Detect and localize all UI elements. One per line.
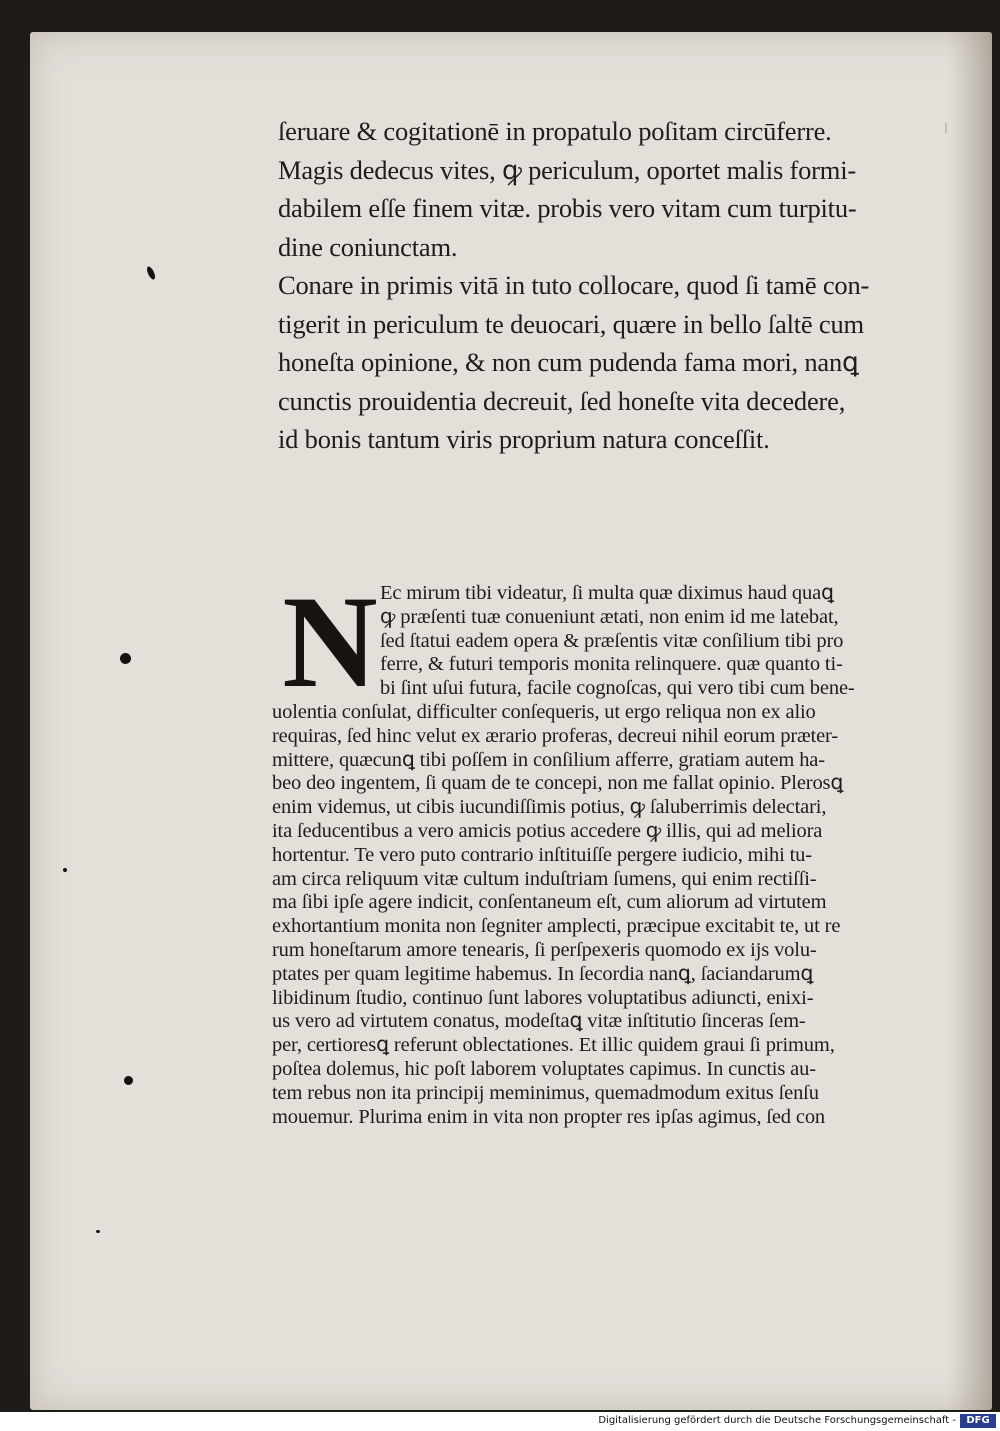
text-line: tigerit in periculum te deuocari, quære in bello ſaltē cum xyxy=(278,308,864,339)
text-line: dine coniunctam. xyxy=(278,231,458,262)
text-line: cunctis prouidentia decreuit, ſed honeſte vita decedere, xyxy=(278,385,846,416)
text-line: mouemur. Plurima enim in vita non propter res ipſas agimus, ſed con xyxy=(272,1105,826,1128)
text-line: beo deo ingentem, ſi quam de te concepi, non me fallat opinio. Plerosꝗ xyxy=(272,772,844,795)
text-line: Ec mirum tibi videatur, ſi multa quæ diximus haud quaꝗ xyxy=(380,582,834,604)
text-line: hortentur. Te vero puto contrario inſtituiſſe pergere iudicio, mihi tu- xyxy=(272,843,812,866)
text-line: requiras, ſed hinc velut ex ærario proferas, decreui nihil eorum præter- xyxy=(272,724,838,747)
upper-text-block xyxy=(278,112,958,459)
text-line: per, certioresꝗ referunt oblectationes. Et illic quidem graui ſi primum, xyxy=(272,1034,835,1057)
text-line: ꝙ præſenti tuæ conueniunt ætati, non enim id me latebat, xyxy=(380,605,839,628)
text-line: ſeruare & cogitationē in propatulo poſitam circūferre. xyxy=(278,116,832,146)
binding-mark xyxy=(945,122,947,134)
ink-spot xyxy=(120,653,131,664)
text-line: enim videmus, ut cibis iucundiſſimis potius, ꝙ ſaluberrimis delectari, xyxy=(272,796,827,819)
text-line: tem rebus non ita principij meminimus, quemadmodum exitus ſenſu xyxy=(272,1081,819,1104)
ink-spot xyxy=(63,868,67,872)
footer-bar xyxy=(0,1412,1000,1431)
text-line: am circa reliquum vitæ cultum induſtriam ſumens, qui enim rectiſſi- xyxy=(272,867,817,890)
drop-cap-initial: N xyxy=(282,568,378,715)
text-line: id bonis tantum viris proprium natura conceſſit. xyxy=(278,424,770,454)
lower-text-block xyxy=(272,568,937,1129)
ink-spot xyxy=(124,1076,133,1085)
text-line: ſed ſtatui eadem opera & præſentis vitæ conſilium tibi pro xyxy=(380,629,844,652)
text-line: rum honeſtarum amore tenearis, ſi perſpexeris quomodo ex ijs volu- xyxy=(272,938,817,961)
text-line: ptates per quam legitime habemus. In ſecordia nanꝗ, ſaciandarumꝗ xyxy=(272,962,814,985)
dfg-logo: DFG xyxy=(960,1414,996,1428)
text-line: uolentia conſulat, difficulter conſequeris, ut ergo reliqua non ex alio xyxy=(272,700,816,723)
text-line: ma ſibi ipſe agere indicit, conſentaneum eſt, cum aliorum ad virtutem xyxy=(272,891,827,914)
text-line: us vero ad virtutem conatus, modeſtaꝗ vitæ inſtitutio ſinceras ſem- xyxy=(272,1010,806,1033)
text-line: dabilem eſſe finem vitæ. probis vero vitam cum turpitu- xyxy=(278,193,857,223)
text-line: Magis dedecus vites, ꝙ periculum, oportet malis formi- xyxy=(278,154,856,185)
text-line: libidinum ſtudio, continuo ſunt labores voluptatibus adiuncti, enixi- xyxy=(272,986,814,1009)
text-line: ita ſeducentibus a vero amicis potius accedere ꝙ illis, qui ad meliora xyxy=(272,819,823,842)
text-line: ferre, & futuri temporis monita relinquere. quæ quanto ti- xyxy=(380,653,843,676)
text-line: bi ſint uſui futura, facile cognoſcas, qui vero tibi cum bene- xyxy=(380,677,855,700)
text-line: mittere, quæcunꝗ tibi poſſem in conſilium afferre, gratiam autem ha- xyxy=(272,748,825,771)
footer-credit-text: Digitalisierung gefördert durch die Deutsche Forschungsgemeinschaft - xyxy=(598,1415,956,1426)
text-line: poſtea dolemus, hic poſt laborem voluptates capimus. In cunctis au- xyxy=(272,1057,816,1080)
text-line: Conare in primis vitā in tuto collocare, quod ſi tamē con- xyxy=(278,270,870,300)
ink-spot xyxy=(96,1230,100,1233)
text-line: honeſta opinione, & non cum pudenda fama mori, nanꝗ xyxy=(278,347,859,377)
text-line: exhortantium monita non ſegniter amplecti, præcipue excitabit te, ut re xyxy=(272,915,841,938)
